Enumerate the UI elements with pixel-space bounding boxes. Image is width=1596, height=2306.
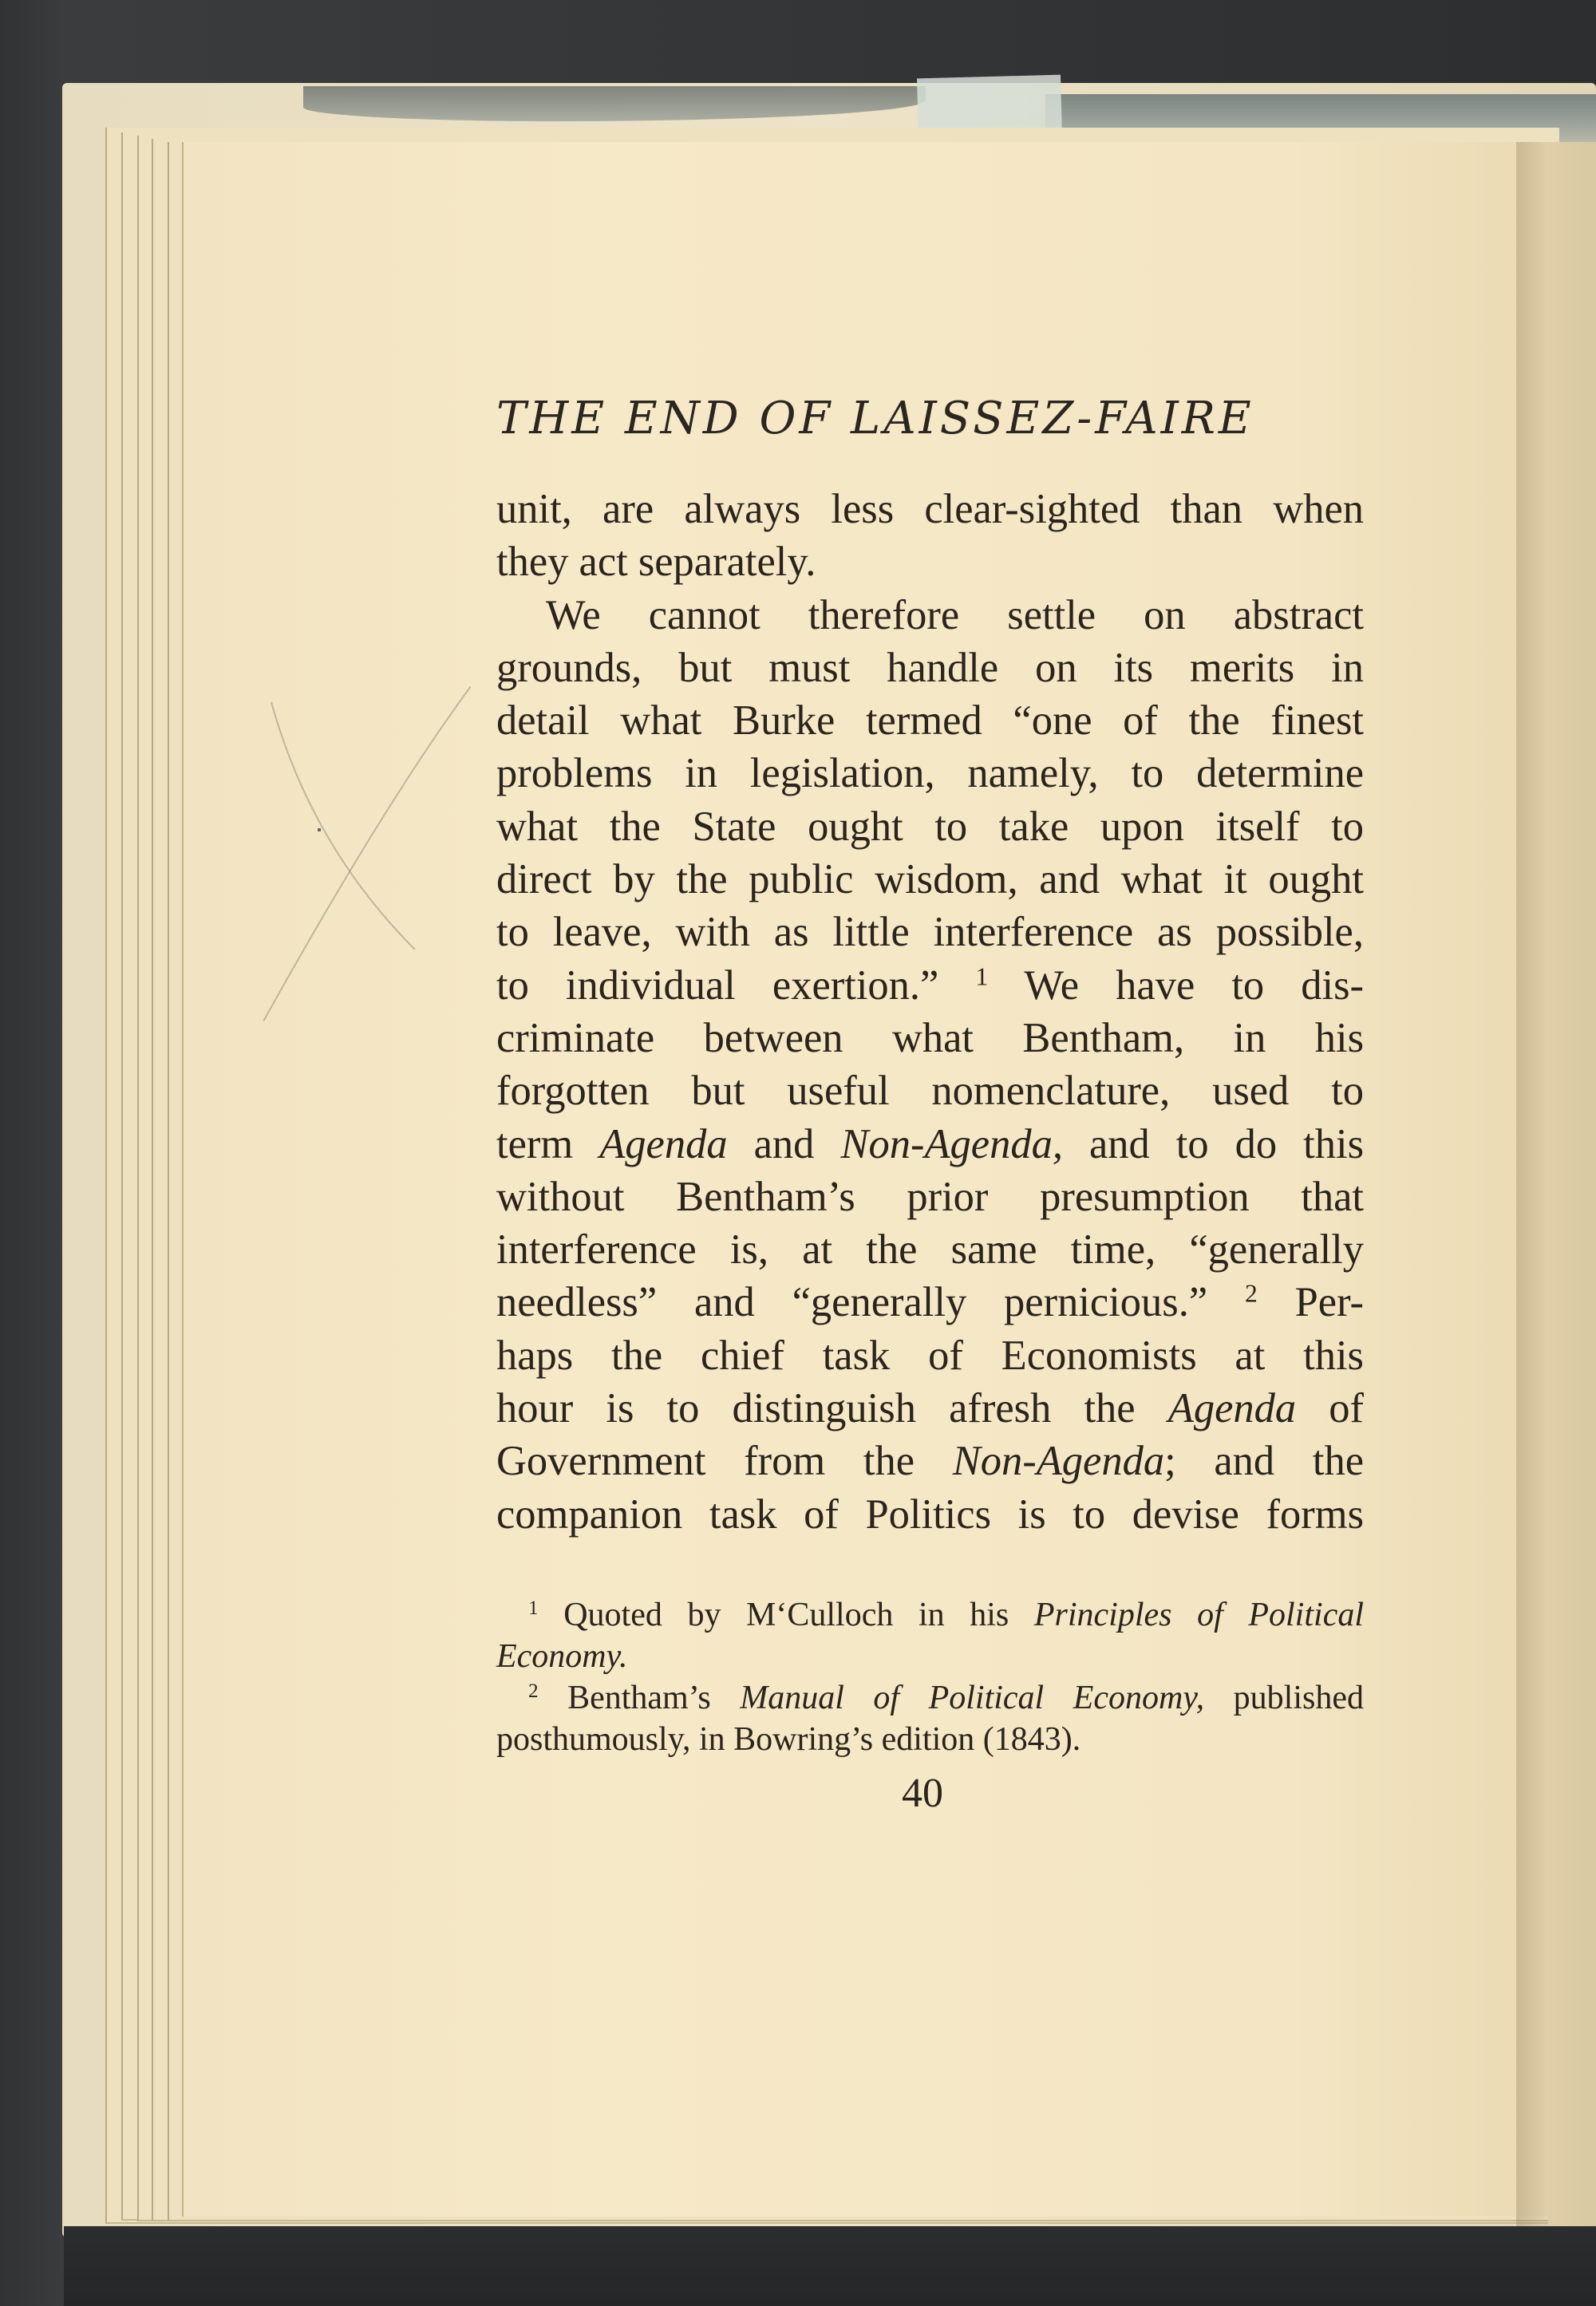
- footnote-number: 2: [528, 1680, 539, 1703]
- text-fragment: Government from the: [496, 1438, 915, 1485]
- text-line: detail what Burke termed “one of the finest: [496, 697, 1364, 744]
- footnote-number: 1: [528, 1597, 539, 1620]
- text-line: [496, 1435, 1364, 1487]
- text-line: forgotten but useful nomenclature, used to: [496, 1068, 1364, 1115]
- text-line: [496, 1382, 1364, 1435]
- text-line: criminate between what Bentham, in his: [496, 1014, 1364, 1061]
- text-line: what the State ought to take upon itself to: [496, 803, 1364, 850]
- text-fragment: needless” and “generally pernicious.”: [496, 1279, 1208, 1326]
- text-fragment: Bentham’s: [567, 1680, 711, 1716]
- italic-title: Economy.: [496, 1638, 628, 1675]
- italic-term: Non-Agenda,: [840, 1120, 1063, 1167]
- italic-title: Manual of Political Economy,: [740, 1680, 1205, 1716]
- text-fragment: of: [1329, 1385, 1365, 1432]
- text-line: [496, 1276, 1364, 1329]
- text-line: interference is, at the same time, “generally: [496, 1226, 1364, 1273]
- running-head: THE END OF LAISSEZ-FAIRE: [496, 393, 1254, 444]
- body-text: [496, 483, 1364, 1541]
- text-fragment: to individual exertion.”: [496, 961, 939, 1009]
- text-line: to leave, with as little interference as possible,: [496, 909, 1364, 956]
- text-line: [496, 959, 1364, 1012]
- italic-term: Agenda: [1167, 1385, 1297, 1432]
- footnotes: [496, 1594, 1364, 1760]
- text-fragment: Per-: [1294, 1279, 1364, 1326]
- text-line: grounds, but must handle on its merits in: [496, 644, 1364, 691]
- footnote-line: posthumously, in Bowring’s edition (1843).: [496, 1721, 1081, 1758]
- text-line: companion task of Politics is to devise forms: [496, 1491, 1364, 1538]
- text-fragment: and to do this: [1088, 1120, 1365, 1167]
- footnote-line: [496, 1594, 1364, 1636]
- footnote-ref: 1: [975, 962, 989, 991]
- bottom-shadow: [64, 2226, 1596, 2306]
- text-fragment: We have to dis-: [1024, 961, 1365, 1009]
- text-line: We cannot therefore settle on abstract: [546, 591, 1364, 638]
- footnote-ref: 2: [1245, 1280, 1258, 1309]
- text-fragment: and: [753, 1120, 815, 1167]
- text-fragment: hour is to distinguish afresh the: [496, 1385, 1136, 1432]
- text-fragment: Quoted by M‘Culloch in his: [563, 1597, 1009, 1633]
- pencil-cross-mark: [263, 686, 471, 1021]
- book-gutter: [1516, 142, 1596, 2241]
- text-line: without Bentham’s prior presumption that: [496, 1173, 1364, 1220]
- text-line: they act separately.: [496, 539, 816, 586]
- footnote-line: [496, 1677, 1364, 1719]
- text-line: direct by the public wisdom, and what it ought: [496, 856, 1364, 903]
- text-line: unit, are always less clear-sighted than when: [496, 486, 1364, 532]
- text-fragment: ; and the: [1164, 1438, 1365, 1485]
- text-line: [496, 1118, 1364, 1171]
- italic-term: Non-Agenda: [952, 1438, 1165, 1485]
- footnote-line: [496, 1636, 1364, 1677]
- text-line: haps the chief task of Economists at this: [496, 1332, 1364, 1379]
- italic-term: Agenda: [599, 1120, 728, 1167]
- page-number: 40: [902, 1771, 943, 1816]
- text-fragment: published: [1233, 1680, 1364, 1716]
- italic-title: Principles of Political: [1033, 1597, 1365, 1633]
- text-line: problems in legislation, namely, to determine: [496, 750, 1364, 797]
- text-fragment: term: [496, 1120, 574, 1167]
